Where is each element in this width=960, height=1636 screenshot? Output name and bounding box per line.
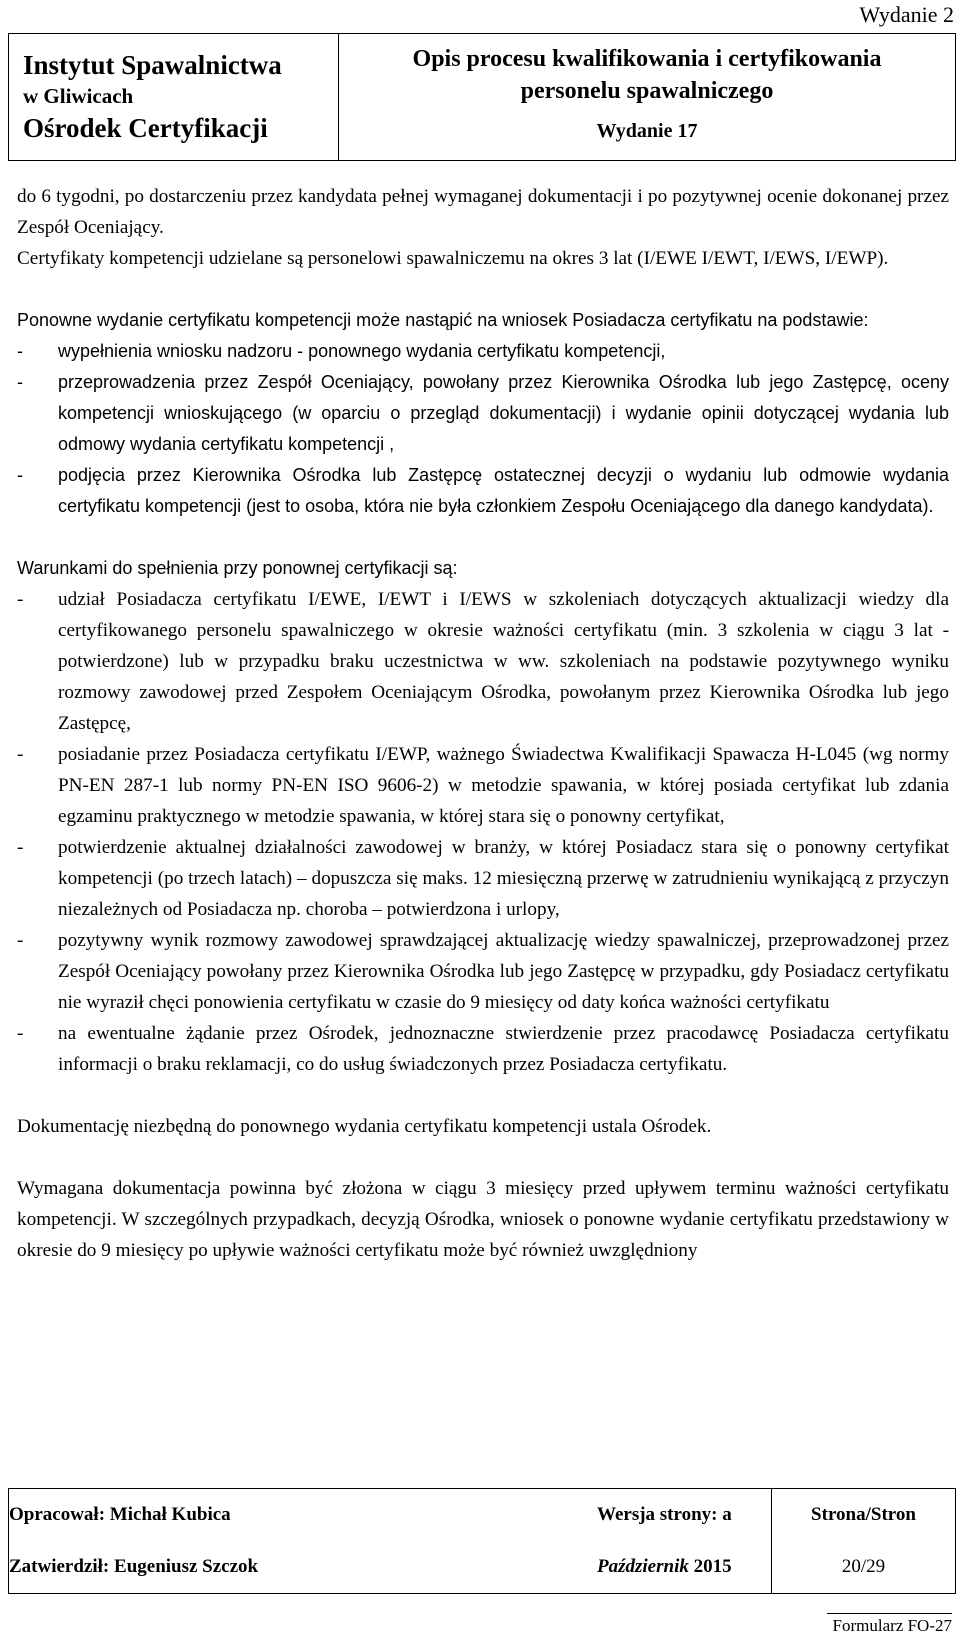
document-header [8, 33, 956, 161]
page-version: Wersja strony: a [597, 1504, 732, 1525]
document-title-line2: personelu spawalniczego [520, 78, 774, 104]
list-item-text: podjęcia przez Kierownika Ośrodka lub Zastępcę ostatecznej decyzji o wydaniu lub odmowie wydania certyfikatu kompetencji (jest to osoba, która nie była członkiem Zespołu Oceniającego dla danego kandydata). [58, 465, 949, 516]
list-item-text: pozytywny wynik rozmowy zawodowej sprawdzającej aktualizację wiedzy spawalniczej, przeprowadzonej przez Zespół Oceniający powołany przez Kierownika Ośrodka lub jego Zastępcę w przypadku, gdy Posiadacz certyfikatu nie wyraził chęci ponowienia certyfikatu w czasie do 9 miesięcy od daty końca ważności certyfikatu [58, 930, 949, 1013]
list-item [17, 584, 949, 739]
list-item [17, 832, 949, 925]
list-item-text: wypełnienia wniosku nadzoru - ponownego wydania certyfikatu kompetencji, [58, 341, 666, 361]
list-dash: - [17, 744, 24, 765]
page-count-label: Strona/Stron [771, 1489, 955, 1541]
top-edition-label: Wydanie 2 [859, 2, 954, 27]
list-item [17, 367, 949, 460]
institute-block [9, 34, 339, 160]
list-item-text: przeprowadzenia przez Zespół Oceniający, powołany przez Kierownika Ośrodka lub jego Zastępcę, oceny kompetencji wnioskującego (w oparciu o przegląd dokumentacji) i wydanie opinii dotyczącej wydania lub odmowy wydania certyfikatu kompetencji , [58, 372, 949, 454]
paragraph: Warunkami do spełnienia przy ponownej certyfikacji są: [17, 558, 458, 578]
list-item [17, 1018, 949, 1080]
list-dash: - [17, 930, 24, 951]
document-footer [8, 1488, 956, 1594]
document-edition: Wydanie 17 [596, 120, 698, 142]
certification-center: Ośrodek Certyfikacji [23, 113, 268, 143]
list-dash: - [17, 837, 24, 858]
prepared-by [9, 1489, 581, 1541]
paragraph: do 6 tygodni, po dostarczeniu przez kandydata pełnej wymaganej dokumentacji i po pozytywnej ocenie dokonanej przez Zespół Oceniający. [17, 186, 949, 238]
list-item-text: udział Posiadacza certyfikatu I/EWE, I/EWT i I/EWS w szkoleniach dotyczących aktualizacji wiedzy dla certyfikowanego personelu spawalniczego w okresie ważności certyfikatu (min. 3 szkolenia w ciągu 3 lat - potwierdzone) lub w przypadku braku uczestnictwa w ww. szkoleniach na podstawie pozytywnego wyniku rozmowy zawodowej przed Zespołem Oceniającym Ośrodka, powołanym przez Kierownika Ośrodka lub jego Zastępcę, [58, 589, 949, 734]
institute-name: Instytut Spawalnictwa [23, 50, 282, 80]
approved-label: Zatwierdził: [9, 1556, 110, 1577]
prepared-label: Opracował: [9, 1504, 106, 1525]
list-item-text: posiadanie przez Posiadacza certyfikatu I/EWP, ważnego Świadectwa Kwalifikacji Spawacza H-L045 (wg normy PN-EN 287-1 lub normy PN-EN ISO 9606-2) w metodzie spawania, w której posiada certyfikat lub zdania egzaminu praktycznego w metodzie spawania, w której stara się o ponowny certyfikat, [58, 744, 949, 827]
form-number: Formularz FO-27 [827, 1613, 952, 1636]
page-number: 20/29 [771, 1541, 955, 1593]
document-title-line1: Opis procesu kwalifikowania i certyfikowania [412, 46, 882, 72]
document-body [17, 181, 949, 1266]
list-item [17, 925, 949, 1018]
paragraph: Dokumentację niezbędną do ponownego wydania certyfikatu kompetencji ustala Ośrodek. [17, 1116, 712, 1137]
issue-year: 2015 [693, 1556, 732, 1577]
issue-month: Październik [597, 1556, 689, 1577]
list-item-text: potwierdzenie aktualnej działalności zawodowej w branży, w której Posiadacz stara się o ponowny certyfikat kompetencji (po trzech latach) – dopuszcza się maks. 12 miesięczną przerwę w zatrudnieniu wynikającą z przyczyn niezależnych od Posiadacza np. choroba – potwierdzona i urlopy, [58, 837, 949, 920]
list-dash: - [17, 1023, 24, 1044]
approved-name: Eugeniusz Szczok [114, 1556, 259, 1577]
list-dash: - [17, 372, 23, 392]
document-title-block [339, 34, 955, 160]
list-dash: - [17, 341, 23, 361]
approved-by [9, 1541, 581, 1593]
list-item [17, 460, 949, 522]
list-dash: - [17, 589, 24, 610]
paragraph: Certyfikaty kompetencji udzielane są personelowi spawalniczemu na okres 3 lat (I/EWE I/EWT, I/EWS, I/EWP). [17, 248, 889, 269]
institute-location: w Gliwicach [23, 84, 134, 108]
list-item-text: na ewentualne żądanie przez Ośrodek, jednoznaczne stwierdzenie przez pracodawcę Posiadacza certyfikatu informacji o braku reklamacji, co do usług świadczonych przez Posiadacza certyfikatu. [58, 1023, 949, 1075]
paragraph: Ponowne wydanie certyfikatu kompetencji może nastąpić na wniosek Posiadacza certyfikatu na podstawie: [17, 310, 869, 330]
issue-date [581, 1541, 771, 1593]
list-item [17, 336, 949, 367]
list-dash: - [17, 465, 23, 485]
paragraph: Wymagana dokumentacja powinna być złożona w ciągu 3 miesięcy przed upływem terminu ważności certyfikatu kompetencji. W szczególnych przypadkach, decyzją Ośrodka, wniosek o ponowne wydanie certyfikatu przedstawiony w okresie do 9 miesięcy po upływie ważności certyfikatu może być również uwzględniony [17, 1178, 949, 1261]
list-item [17, 739, 949, 832]
prepared-name: Michał Kubica [109, 1504, 231, 1525]
